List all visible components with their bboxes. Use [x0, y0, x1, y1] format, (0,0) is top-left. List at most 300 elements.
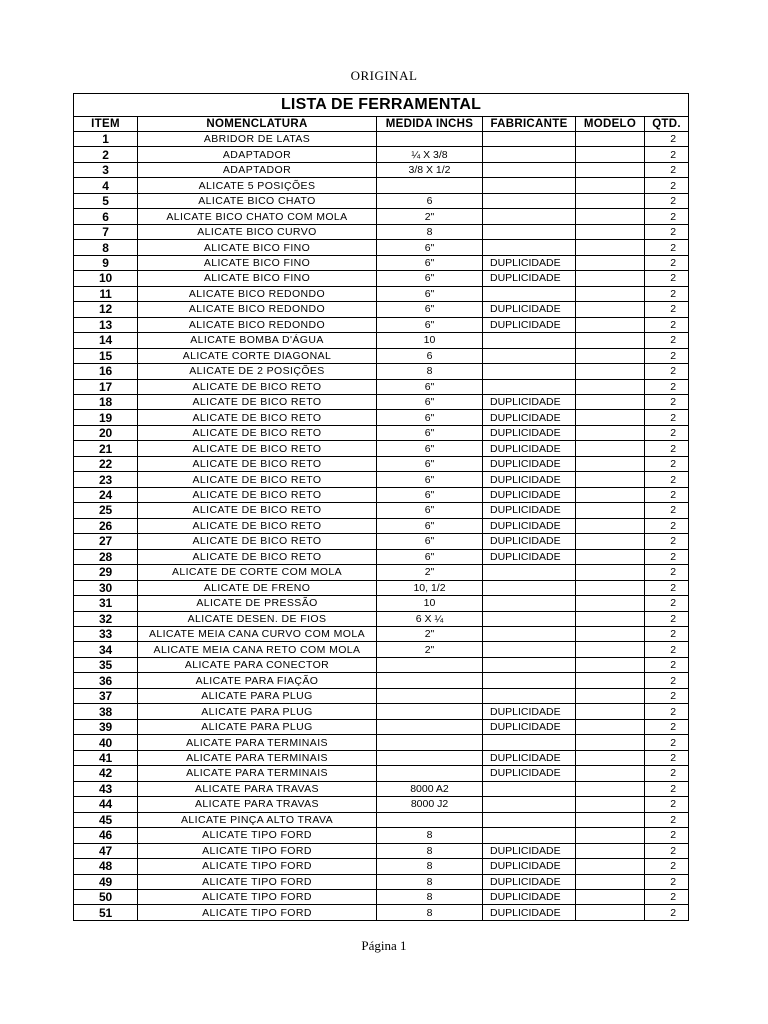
qtd-cell: 2: [645, 766, 689, 781]
item-number: 16: [74, 364, 138, 379]
qtd-cell: 2: [645, 364, 689, 379]
qtd-cell: 2: [645, 688, 689, 703]
table-body: [74, 132, 689, 921]
medida-cell: [377, 657, 483, 672]
nomenclatura-cell: ALICATE DE BICO RETO: [138, 379, 377, 394]
fabricante-cell: DUPLICIDADE: [483, 704, 576, 719]
nomenclatura-cell: ALICATE DE BICO RETO: [138, 394, 377, 409]
item-number: 25: [74, 503, 138, 518]
column-header-medida: MEDIDA INCHS: [377, 117, 483, 132]
nomenclatura-cell: ALICATE DE BICO RETO: [138, 487, 377, 502]
medida-cell: 8000 A2: [377, 781, 483, 796]
fabricante-cell: DUPLICIDADE: [483, 441, 576, 456]
qtd-cell: 2: [645, 627, 689, 642]
nomenclatura-cell: ALICATE 5 POSIÇÕES: [138, 178, 377, 193]
fabricante-cell: DUPLICIDADE: [483, 518, 576, 533]
table-row: [74, 364, 689, 379]
table-row: [74, 627, 689, 642]
qtd-cell: 2: [645, 425, 689, 440]
nomenclatura-cell: ALICATE TIPO FORD: [138, 889, 377, 904]
item-number: 36: [74, 673, 138, 688]
nomenclatura-cell: ALICATE DE BICO RETO: [138, 534, 377, 549]
fabricante-cell: DUPLICIDADE: [483, 317, 576, 332]
modelo-cell: [576, 472, 645, 487]
medida-cell: [377, 766, 483, 781]
medida-cell: 8000 J2: [377, 797, 483, 812]
table-row: [74, 704, 689, 719]
nomenclatura-cell: ALICATE DE BICO RETO: [138, 441, 377, 456]
item-number: 50: [74, 889, 138, 904]
item-number: 27: [74, 534, 138, 549]
modelo-cell: [576, 874, 645, 889]
column-header-fabricante: FABRICANTE: [483, 117, 576, 132]
item-number: 42: [74, 766, 138, 781]
modelo-cell: [576, 348, 645, 363]
medida-cell: 6": [377, 549, 483, 564]
medida-cell: 2": [377, 642, 483, 657]
fabricante-cell: [483, 132, 576, 147]
item-number: 5: [74, 193, 138, 208]
item-number: 10: [74, 271, 138, 286]
item-number: 1: [74, 132, 138, 147]
modelo-cell: [576, 843, 645, 858]
table-row: [74, 147, 689, 162]
fabricante-cell: [483, 781, 576, 796]
modelo-cell: [576, 828, 645, 843]
item-number: 45: [74, 812, 138, 827]
qtd-cell: 2: [645, 132, 689, 147]
qtd-cell: 2: [645, 162, 689, 177]
modelo-cell: [576, 596, 645, 611]
table-row: [74, 178, 689, 193]
fabricante-cell: [483, 162, 576, 177]
modelo-cell: [576, 812, 645, 827]
medida-cell: 6: [377, 193, 483, 208]
qtd-cell: 2: [645, 657, 689, 672]
medida-cell: 8: [377, 859, 483, 874]
fabricante-cell: [483, 688, 576, 703]
medida-cell: 6": [377, 487, 483, 502]
medida-cell: 6": [377, 255, 483, 270]
fabricante-cell: [483, 735, 576, 750]
qtd-cell: 2: [645, 812, 689, 827]
table-row: [74, 286, 689, 301]
qtd-cell: 2: [645, 209, 689, 224]
medida-cell: 6": [377, 410, 483, 425]
item-number: 23: [74, 472, 138, 487]
medida-cell: ¼ X 3/8: [377, 147, 483, 162]
nomenclatura-cell: ALICATE MEIA CANA RETO COM MOLA: [138, 642, 377, 657]
qtd-cell: 2: [645, 286, 689, 301]
item-number: 29: [74, 565, 138, 580]
column-header-qtd: QTD.: [645, 117, 689, 132]
fabricante-cell: [483, 224, 576, 239]
item-number: 21: [74, 441, 138, 456]
modelo-cell: [576, 750, 645, 765]
table-row: [74, 642, 689, 657]
table-row: [74, 456, 689, 471]
modelo-cell: [576, 147, 645, 162]
medida-cell: 6": [377, 286, 483, 301]
medida-cell: 6": [377, 534, 483, 549]
nomenclatura-cell: ALICATE PARA TERMINAIS: [138, 750, 377, 765]
fabricante-cell: [483, 178, 576, 193]
medida-cell: 8: [377, 828, 483, 843]
table-row: [74, 487, 689, 502]
table-row: [74, 534, 689, 549]
qtd-cell: 2: [645, 719, 689, 734]
item-number: 47: [74, 843, 138, 858]
qtd-cell: 2: [645, 797, 689, 812]
table-row: [74, 472, 689, 487]
item-number: 11: [74, 286, 138, 301]
qtd-cell: 2: [645, 503, 689, 518]
fabricante-cell: [483, 673, 576, 688]
item-number: 15: [74, 348, 138, 363]
table-row: [74, 889, 689, 904]
fabricante-cell: [483, 348, 576, 363]
modelo-cell: [576, 627, 645, 642]
table-row: [74, 580, 689, 595]
qtd-cell: 2: [645, 302, 689, 317]
medida-cell: 6 X ¼: [377, 611, 483, 626]
nomenclatura-cell: ALICATE BOMBA D'ÁGUA: [138, 333, 377, 348]
qtd-cell: 2: [645, 348, 689, 363]
table-row: [74, 503, 689, 518]
fabricante-cell: [483, 657, 576, 672]
fabricante-cell: [483, 596, 576, 611]
medida-cell: [377, 750, 483, 765]
item-number: 12: [74, 302, 138, 317]
nomenclatura-cell: ALICATE PARA FIAÇÃO: [138, 673, 377, 688]
fabricante-cell: [483, 642, 576, 657]
item-number: 20: [74, 425, 138, 440]
modelo-cell: [576, 302, 645, 317]
item-number: 14: [74, 333, 138, 348]
fabricante-cell: DUPLICIDADE: [483, 503, 576, 518]
modelo-cell: [576, 735, 645, 750]
qtd-cell: 2: [645, 518, 689, 533]
column-header-nomenclatura: NOMENCLATURA: [138, 117, 377, 132]
qtd-cell: 2: [645, 410, 689, 425]
modelo-cell: [576, 704, 645, 719]
nomenclatura-cell: ALICATE DE BICO RETO: [138, 456, 377, 471]
medida-cell: 2": [377, 209, 483, 224]
qtd-cell: 2: [645, 565, 689, 580]
table-row: [74, 750, 689, 765]
modelo-cell: [576, 503, 645, 518]
nomenclatura-cell: ALICATE DE BICO RETO: [138, 518, 377, 533]
fabricante-cell: DUPLICIDADE: [483, 905, 576, 920]
medida-cell: 6": [377, 271, 483, 286]
item-number: 4: [74, 178, 138, 193]
medida-cell: 3/8 X 1/2: [377, 162, 483, 177]
qtd-cell: 2: [645, 735, 689, 750]
item-number: 28: [74, 549, 138, 564]
qtd-cell: 2: [645, 874, 689, 889]
modelo-cell: [576, 224, 645, 239]
fabricante-cell: DUPLICIDADE: [483, 534, 576, 549]
page-number: Página 1: [361, 938, 407, 953]
fabricante-cell: DUPLICIDADE: [483, 487, 576, 502]
item-number: 41: [74, 750, 138, 765]
qtd-cell: 2: [645, 394, 689, 409]
nomenclatura-cell: ALICATE BICO REDONDO: [138, 302, 377, 317]
nomenclatura-cell: ALICATE CORTE DIAGONAL: [138, 348, 377, 363]
qtd-cell: 2: [645, 750, 689, 765]
item-number: 26: [74, 518, 138, 533]
fabricante-cell: [483, 193, 576, 208]
nomenclatura-cell: ALICATE MEIA CANA CURVO COM MOLA: [138, 627, 377, 642]
table-row: [74, 828, 689, 843]
item-number: 38: [74, 704, 138, 719]
modelo-cell: [576, 255, 645, 270]
modelo-cell: [576, 240, 645, 255]
item-number: 48: [74, 859, 138, 874]
modelo-cell: [576, 410, 645, 425]
item-number: 24: [74, 487, 138, 502]
nomenclatura-cell: ALICATE BICO FINO: [138, 255, 377, 270]
nomenclatura-cell: ALICATE TIPO FORD: [138, 859, 377, 874]
table-row: [74, 874, 689, 889]
fabricante-cell: DUPLICIDADE: [483, 255, 576, 270]
modelo-cell: [576, 905, 645, 920]
medida-cell: 6": [377, 394, 483, 409]
table-row: [74, 333, 689, 348]
fabricante-cell: DUPLICIDADE: [483, 889, 576, 904]
table-row: [74, 719, 689, 734]
qtd-cell: 2: [645, 271, 689, 286]
table-row: [74, 302, 689, 317]
nomenclatura-cell: ALICATE TIPO FORD: [138, 905, 377, 920]
fabricante-cell: [483, 147, 576, 162]
qtd-cell: 2: [645, 224, 689, 239]
medida-cell: 6": [377, 441, 483, 456]
qtd-cell: 2: [645, 255, 689, 270]
item-number: 40: [74, 735, 138, 750]
nomenclatura-cell: ALICATE DE CORTE COM MOLA: [138, 565, 377, 580]
item-number: 2: [74, 147, 138, 162]
medida-cell: 6": [377, 379, 483, 394]
item-number: 17: [74, 379, 138, 394]
medida-cell: 6": [377, 240, 483, 255]
item-number: 46: [74, 828, 138, 843]
modelo-cell: [576, 441, 645, 456]
nomenclatura-cell: ALICATE DESEN. DE FIOS: [138, 611, 377, 626]
medida-cell: 6": [377, 503, 483, 518]
qtd-cell: 2: [645, 441, 689, 456]
fabricante-cell: DUPLICIDADE: [483, 456, 576, 471]
item-number: 35: [74, 657, 138, 672]
qtd-cell: 2: [645, 193, 689, 208]
nomenclatura-cell: ALICATE DE BICO RETO: [138, 425, 377, 440]
column-header-item: ITEM: [74, 117, 138, 132]
modelo-cell: [576, 565, 645, 580]
nomenclatura-cell: ALICATE DE PRESSÃO: [138, 596, 377, 611]
qtd-cell: 2: [645, 178, 689, 193]
item-number: 9: [74, 255, 138, 270]
nomenclatura-cell: ADAPTADOR: [138, 147, 377, 162]
medida-cell: [377, 688, 483, 703]
item-number: 19: [74, 410, 138, 425]
table-row: [74, 132, 689, 147]
modelo-cell: [576, 580, 645, 595]
table-row: [74, 271, 689, 286]
qtd-cell: 2: [645, 240, 689, 255]
table-title: LISTA DE FERRAMENTAL: [74, 94, 689, 117]
table-row: [74, 518, 689, 533]
fabricante-cell: DUPLICIDADE: [483, 410, 576, 425]
modelo-cell: [576, 719, 645, 734]
modelo-cell: [576, 889, 645, 904]
medida-cell: 6": [377, 317, 483, 332]
item-number: 43: [74, 781, 138, 796]
table-row: [74, 317, 689, 332]
item-number: 31: [74, 596, 138, 611]
nomenclatura-cell: ALICATE DE 2 POSIÇÕES: [138, 364, 377, 379]
nomenclatura-cell: ALICATE BICO CHATO: [138, 193, 377, 208]
medida-cell: 6": [377, 456, 483, 471]
item-number: 34: [74, 642, 138, 657]
item-number: 49: [74, 874, 138, 889]
table-row: [74, 209, 689, 224]
qtd-cell: 2: [645, 596, 689, 611]
qtd-cell: 2: [645, 889, 689, 904]
modelo-cell: [576, 178, 645, 193]
nomenclatura-cell: ALICATE PARA CONECTOR: [138, 657, 377, 672]
modelo-cell: [576, 364, 645, 379]
qtd-cell: 2: [645, 333, 689, 348]
table-row: [74, 766, 689, 781]
column-header-modelo: MODELO: [576, 117, 645, 132]
fabricante-cell: [483, 209, 576, 224]
table-row: [74, 859, 689, 874]
qtd-cell: 2: [645, 487, 689, 502]
nomenclatura-cell: ALICATE PARA TRAVAS: [138, 797, 377, 812]
table-row: [74, 441, 689, 456]
qtd-cell: 2: [645, 828, 689, 843]
table-row: [74, 224, 689, 239]
nomenclatura-cell: ALICATE BICO REDONDO: [138, 286, 377, 301]
modelo-cell: [576, 425, 645, 440]
fabricante-cell: [483, 379, 576, 394]
item-number: 13: [74, 317, 138, 332]
nomenclatura-cell: ALICATE TIPO FORD: [138, 828, 377, 843]
modelo-cell: [576, 286, 645, 301]
modelo-cell: [576, 487, 645, 502]
medida-cell: 8: [377, 224, 483, 239]
item-number: 33: [74, 627, 138, 642]
fabricante-cell: DUPLICIDADE: [483, 719, 576, 734]
qtd-cell: 2: [645, 549, 689, 564]
qtd-cell: 2: [645, 379, 689, 394]
qtd-cell: 2: [645, 843, 689, 858]
modelo-cell: [576, 333, 645, 348]
fabricante-cell: [483, 580, 576, 595]
medida-cell: 8: [377, 874, 483, 889]
modelo-cell: [576, 271, 645, 286]
table-row: [74, 781, 689, 796]
medida-cell: 6: [377, 348, 483, 363]
fabricante-cell: [483, 565, 576, 580]
medida-cell: 6": [377, 472, 483, 487]
modelo-cell: [576, 209, 645, 224]
table-row: [74, 410, 689, 425]
table-row: [74, 657, 689, 672]
table-row: [74, 843, 689, 858]
table-row: [74, 162, 689, 177]
qtd-cell: 2: [645, 704, 689, 719]
nomenclatura-cell: ALICATE DE BICO RETO: [138, 472, 377, 487]
item-number: 7: [74, 224, 138, 239]
qtd-cell: 2: [645, 611, 689, 626]
table-row: [74, 379, 689, 394]
nomenclatura-cell: ALICATE BICO CHATO COM MOLA: [138, 209, 377, 224]
fabricante-cell: [483, 627, 576, 642]
medida-cell: 8: [377, 905, 483, 920]
medida-cell: 8: [377, 843, 483, 858]
fabricante-cell: DUPLICIDADE: [483, 425, 576, 440]
table-row: [74, 255, 689, 270]
item-number: 39: [74, 719, 138, 734]
item-number: 44: [74, 797, 138, 812]
modelo-cell: [576, 317, 645, 332]
table-row: [74, 394, 689, 409]
tool-list-table: [73, 93, 689, 921]
fabricante-cell: [483, 797, 576, 812]
qtd-cell: 2: [645, 534, 689, 549]
table-row: [74, 797, 689, 812]
fabricante-cell: DUPLICIDADE: [483, 394, 576, 409]
modelo-cell: [576, 657, 645, 672]
item-number: 32: [74, 611, 138, 626]
medida-cell: 6": [377, 302, 483, 317]
modelo-cell: [576, 379, 645, 394]
fabricante-cell: DUPLICIDADE: [483, 549, 576, 564]
item-number: 22: [74, 456, 138, 471]
nomenclatura-cell: ALICATE PARA PLUG: [138, 719, 377, 734]
qtd-cell: 2: [645, 905, 689, 920]
nomenclatura-cell: ALICATE TIPO FORD: [138, 874, 377, 889]
nomenclatura-cell: ALICATE BICO FINO: [138, 271, 377, 286]
nomenclatura-cell: ALICATE DE FRENO: [138, 580, 377, 595]
nomenclatura-cell: ABRIDOR DE LATAS: [138, 132, 377, 147]
page-header: ORIGINAL: [350, 68, 418, 83]
medida-cell: [377, 812, 483, 827]
nomenclatura-cell: ALICATE DE BICO RETO: [138, 410, 377, 425]
medida-cell: 6": [377, 518, 483, 533]
fabricante-cell: [483, 611, 576, 626]
medida-cell: [377, 178, 483, 193]
modelo-cell: [576, 394, 645, 409]
modelo-cell: [576, 549, 645, 564]
nomenclatura-cell: ALICATE PINÇA ALTO TRAVA: [138, 812, 377, 827]
fabricante-cell: DUPLICIDADE: [483, 271, 576, 286]
table-row: [74, 905, 689, 920]
fabricante-cell: DUPLICIDADE: [483, 874, 576, 889]
item-number: 6: [74, 209, 138, 224]
qtd-cell: 2: [645, 673, 689, 688]
medida-cell: 10, 1/2: [377, 580, 483, 595]
table-row: [74, 812, 689, 827]
medida-cell: 10: [377, 596, 483, 611]
nomenclatura-cell: ADAPTADOR: [138, 162, 377, 177]
nomenclatura-cell: ALICATE PARA TERMINAIS: [138, 735, 377, 750]
medida-cell: [377, 719, 483, 734]
fabricante-cell: DUPLICIDADE: [483, 750, 576, 765]
medida-cell: [377, 673, 483, 688]
modelo-cell: [576, 781, 645, 796]
